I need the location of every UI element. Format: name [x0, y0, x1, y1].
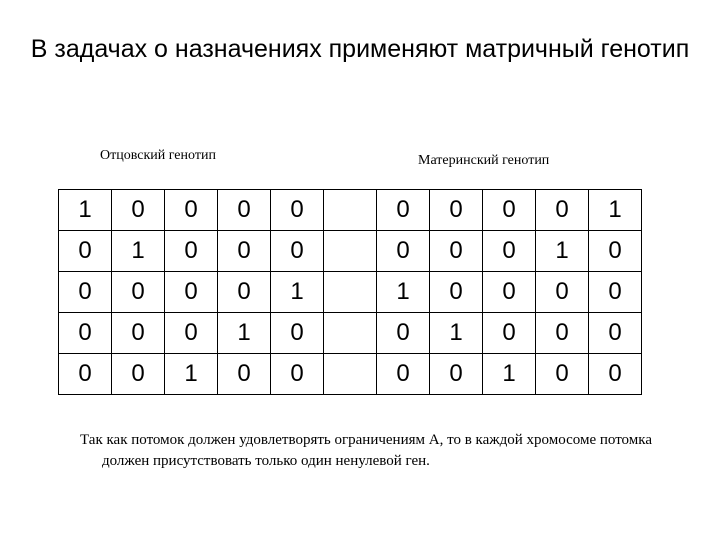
father-gene-cell: 0 — [165, 190, 218, 231]
mother-gene-cell: 0 — [536, 354, 589, 395]
mother-gene-cell: 0 — [483, 313, 536, 354]
mother-gene-cell: 0 — [589, 272, 642, 313]
father-gene-cell: 0 — [112, 190, 165, 231]
father-gene-cell: 0 — [165, 231, 218, 272]
mother-gene-cell: 0 — [430, 272, 483, 313]
genotype-matrix — [58, 189, 642, 395]
father-gene-cell: 0 — [218, 190, 271, 231]
father-gene-cell: 0 — [59, 313, 112, 354]
separator-cell — [324, 272, 377, 313]
father-gene-cell: 0 — [112, 272, 165, 313]
mother-gene-cell: 0 — [483, 272, 536, 313]
father-gene-cell: 0 — [59, 354, 112, 395]
matrix-row — [59, 313, 642, 354]
father-gene-cell: 1 — [271, 272, 324, 313]
father-gene-cell: 0 — [165, 272, 218, 313]
father-gene-cell: 0 — [59, 231, 112, 272]
mother-gene-cell: 1 — [483, 354, 536, 395]
mother-gene-cell: 0 — [589, 231, 642, 272]
father-gene-cell: 0 — [271, 313, 324, 354]
father-gene-cell: 0 — [271, 354, 324, 395]
father-gene-cell: 0 — [271, 231, 324, 272]
mother-gene-cell: 1 — [536, 231, 589, 272]
father-gene-cell: 0 — [112, 313, 165, 354]
father-gene-cell: 1 — [165, 354, 218, 395]
mother-gene-cell: 0 — [430, 231, 483, 272]
father-gene-cell: 1 — [218, 313, 271, 354]
mother-gene-cell: 0 — [589, 354, 642, 395]
mother-gene-cell: 0 — [536, 272, 589, 313]
mother-genotype-label: Материнский генотип — [418, 153, 550, 168]
father-gene-cell: 1 — [112, 231, 165, 272]
father-gene-cell: 1 — [59, 190, 112, 231]
mother-gene-cell: 0 — [430, 190, 483, 231]
father-gene-cell: 0 — [271, 190, 324, 231]
father-genotype-label: Отцовский генотип — [100, 148, 216, 163]
mother-gene-cell: 0 — [483, 231, 536, 272]
mother-gene-cell: 0 — [377, 190, 430, 231]
father-gene-cell: 0 — [165, 313, 218, 354]
mother-gene-cell: 1 — [430, 313, 483, 354]
separator-cell — [324, 354, 377, 395]
father-gene-cell: 0 — [218, 354, 271, 395]
mother-gene-cell: 1 — [589, 190, 642, 231]
mother-gene-cell: 0 — [377, 313, 430, 354]
separator-cell — [324, 313, 377, 354]
mother-gene-cell: 0 — [536, 190, 589, 231]
separator-cell — [324, 231, 377, 272]
matrix-row — [59, 231, 642, 272]
matrix-row — [59, 190, 642, 231]
father-gene-cell: 0 — [59, 272, 112, 313]
mother-gene-cell: 0 — [536, 313, 589, 354]
matrix-row — [59, 272, 642, 313]
mother-gene-cell: 1 — [377, 272, 430, 313]
separator-cell — [324, 190, 377, 231]
mother-gene-cell: 0 — [377, 231, 430, 272]
mother-gene-cell: 0 — [589, 313, 642, 354]
father-gene-cell: 0 — [218, 272, 271, 313]
father-gene-cell: 0 — [218, 231, 271, 272]
father-gene-cell: 0 — [112, 354, 165, 395]
matrix-row — [59, 354, 642, 395]
constraint-note: Так как потомок должен удовлетворять ограничениям А, то в каждой хромосоме потомка должен присутствовать только один ненулевой ген. — [80, 432, 652, 469]
slide-title: В задачах о назначениях применяют матричный генотип — [30, 35, 690, 63]
mother-gene-cell: 0 — [430, 354, 483, 395]
mother-gene-cell: 0 — [377, 354, 430, 395]
mother-gene-cell: 0 — [483, 190, 536, 231]
